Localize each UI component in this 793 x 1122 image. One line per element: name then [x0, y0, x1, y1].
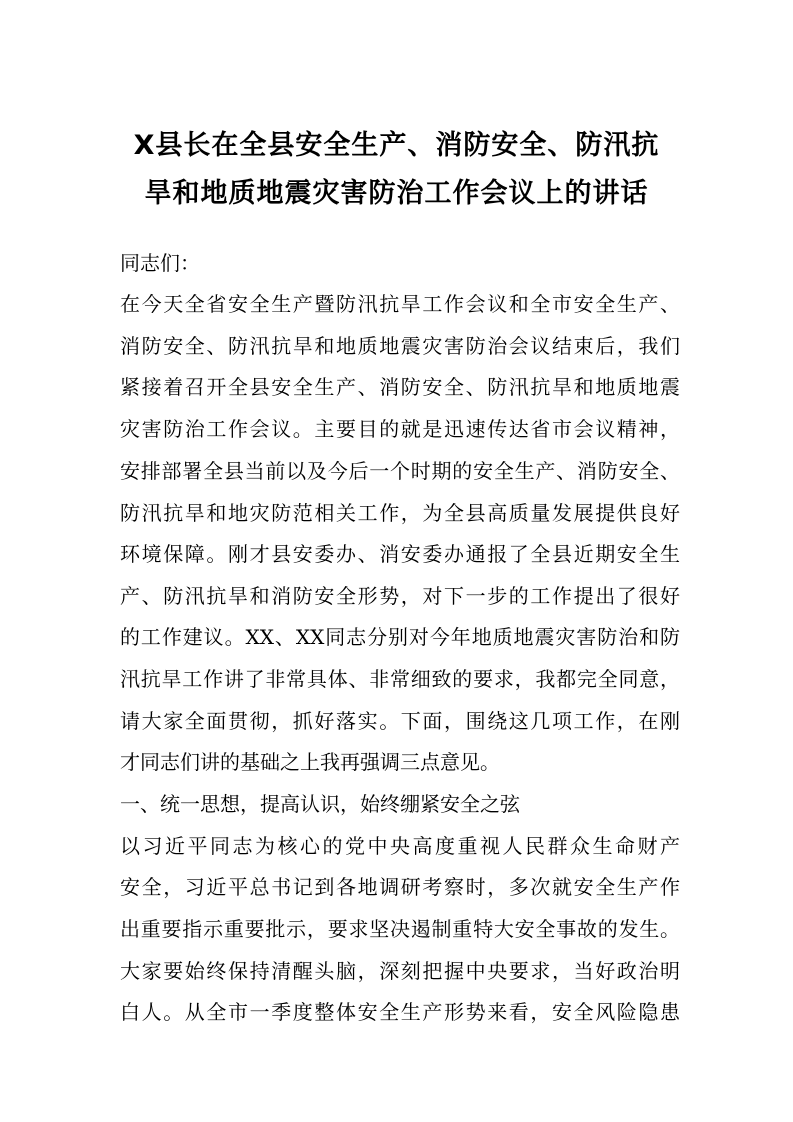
body-line: 在今天全省安全生产暨防汛抗旱工作会议和全市安全生产、 [120, 292, 680, 316]
body-line: 请大家全面贯彻，抓好落实。下面，围绕这几项工作，在刚 [120, 709, 680, 733]
body-line: 安排部署全县当前以及今后一个时期的安全生产、消防安全、 [120, 459, 680, 483]
body-line: 才同志们讲的基础之上我再强调三点意见。 [120, 750, 500, 774]
body-line: 安全，习近平总书记到各地调研考察时，多次就安全生产作 [120, 875, 680, 899]
salutation: 同志们： [120, 251, 200, 275]
body-line: 大家要始终保持清醒头脑，深刻把握中央要求，当好政治明 [120, 959, 680, 983]
body-line: 以习近平同志为核心的党中央高度重视人民群众生命财产 [120, 834, 680, 858]
body-line: 灾害防治工作会议。主要目的就是迅速传达省市会议精神， [120, 417, 680, 441]
body-line: 白人。从全市一季度整体安全生产形势来看，安全风险隐患 [120, 1000, 680, 1024]
body-line: 的工作建议。XX、XX同志分别对今年地质地震灾害防治和防 [120, 625, 680, 649]
section-heading: 一、统一思想，提高认识，始终绷紧安全之弦 [120, 792, 520, 816]
body-line: 汛抗旱工作讲了非常具体、非常细致的要求，我都完全同意， [120, 667, 680, 691]
body-line: 消防安全、防汛抗旱和地质地震灾害防治会议结束后，我们 [120, 334, 680, 358]
body-line: 环境保障。刚才县安委办、消安委办通报了全县近期安全生 [120, 542, 680, 566]
document-title-line-1: X县长在全县安全生产、消防安全、防汛抗 [133, 130, 660, 161]
body-line: 产、防汛抗旱和消防安全形势，对下一步的工作提出了很好 [120, 584, 680, 608]
body-line: 防汛抗旱和地灾防范相关工作，为全县高质量发展提供良好 [120, 501, 680, 525]
body-line: 出重要指示重要批示，要求坚决遏制重特大安全事故的发生。 [120, 917, 680, 941]
document-title-line-2: 旱和地质地震灾害防治工作会议上的讲话 [144, 178, 649, 209]
body-line: 紧接着召开全县安全生产、消防安全、防汛抗旱和地质地震 [120, 375, 680, 399]
